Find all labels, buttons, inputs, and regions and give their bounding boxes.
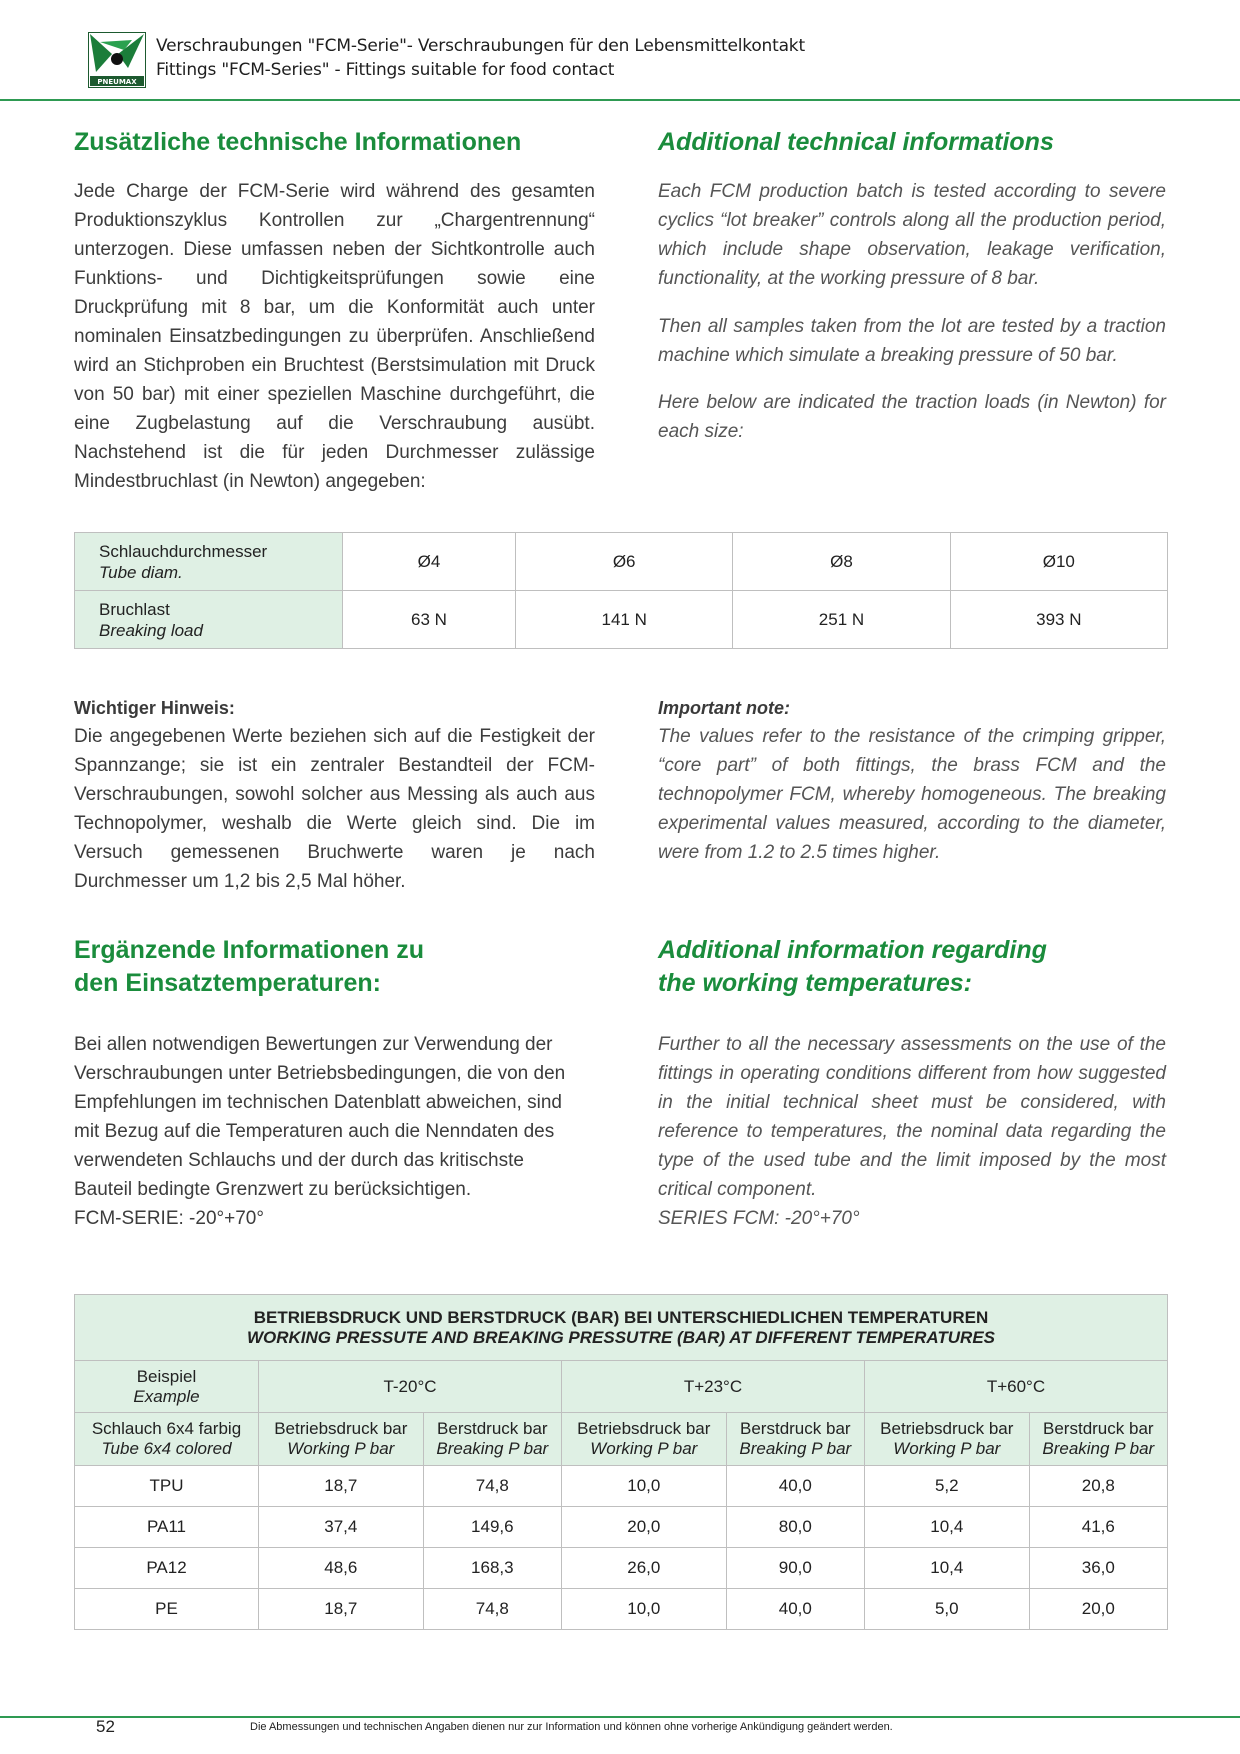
section1-heading-en: Additional technical informations xyxy=(658,128,1054,156)
section1-text-en-1: Each FCM production batch is tested according to severe cyclics “lot breaker” controls along all the production period, which include shape observation, leakage verification, functionality, at the working pressure of 8 bar. xyxy=(658,181,1166,289)
value-cell: 80,0 xyxy=(726,1507,864,1548)
value-cell: 5,0 xyxy=(864,1589,1029,1630)
table-title-de: BETRIEBSDRUCK UND BERSTDRUCK (BAR) BEI UNTERSCHIEDLICHEN TEMPERATUREN xyxy=(253,1307,989,1327)
section2-heading-de-line2: den Einsatztemperaturen: xyxy=(74,969,382,997)
note-text-en: The values refer to the resistance of the crimping gripper, “core part” of both fittings, the brass FCM and the technopolymer FCM, whereby homogeneous. The breaking experimental values measured, according to the diameter, were from 1.2 to 2.5 times higher. xyxy=(658,726,1166,863)
series-range-en: SERIES FCM: -20°+70° xyxy=(658,1208,860,1229)
value-cell: 74,8 xyxy=(423,1589,561,1630)
material-cell: PA12 xyxy=(75,1548,259,1589)
working-label-en: Working P bar xyxy=(590,1439,698,1458)
breaking-pressure-header xyxy=(726,1413,864,1466)
section2-text-en: Further to all the necessary assessments on the use of the fittings in operating conditions different from how suggested in the initial technical sheet must be considered, with reference to temperatures, the nominal data regarding the type of the used tube and the limit imposed by the most critical component. xyxy=(658,1034,1166,1200)
material-cell: PA11 xyxy=(75,1507,259,1548)
table-title-row xyxy=(75,1295,1168,1361)
load-cell: 141 N xyxy=(516,591,733,649)
breaking-load-table xyxy=(74,532,1168,649)
temp-header: T-20°C xyxy=(259,1361,562,1413)
breaking-pressure-header xyxy=(423,1413,561,1466)
working-label-en: Working P bar xyxy=(287,1439,395,1458)
value-cell: 40,0 xyxy=(726,1466,864,1507)
value-cell: 10,0 xyxy=(561,1466,726,1507)
value-cell: 40,0 xyxy=(726,1589,864,1630)
table-row xyxy=(75,1589,1168,1630)
value-cell: 90,0 xyxy=(726,1548,864,1589)
header-title-en: Fittings "FCM-Series" - Fittings suitable for food contact xyxy=(156,60,615,80)
section2-body-de xyxy=(74,1030,582,1233)
table-row xyxy=(75,533,1168,591)
section1-heading-de: Zusätzliche technische Informationen xyxy=(74,128,522,156)
table-title xyxy=(75,1295,1168,1361)
material-cell: PE xyxy=(75,1589,259,1630)
value-cell: 26,0 xyxy=(561,1548,726,1589)
breaking-label-en: Breaking P bar xyxy=(1042,1439,1155,1458)
value-cell: 41,6 xyxy=(1029,1507,1167,1548)
load-cell: 393 N xyxy=(950,591,1167,649)
footer-disclaimer: Die Abmessungen und technischen Angaben dienen nur zur Information und können ohne vorherige Ankündigung geändert werden. xyxy=(250,1721,893,1733)
working-pressure-header xyxy=(561,1413,726,1466)
table-row xyxy=(75,1548,1168,1589)
header-title-de: Verschraubungen "FCM-Serie"- Verschraubungen für den Lebensmittelkontakt xyxy=(156,36,805,56)
breaking-pressure-header xyxy=(1029,1413,1167,1466)
material-cell: TPU xyxy=(75,1466,259,1507)
section2-heading-en-line1: Additional information regarding xyxy=(658,936,1047,964)
series-range-de: FCM-SERIE: -20°+70° xyxy=(74,1208,264,1229)
breaking-label-de: Berstdruck bar xyxy=(1043,1419,1154,1438)
working-label-en: Working P bar xyxy=(893,1439,1001,1458)
table-row xyxy=(75,1466,1168,1507)
example-label-de: Beispiel xyxy=(136,1366,197,1386)
note-heading-en: Important note: xyxy=(658,698,790,718)
value-cell: 10,4 xyxy=(864,1507,1029,1548)
value-cell: 5,2 xyxy=(864,1466,1029,1507)
section2-text-de: Bei allen notwendigen Bewertungen zur Verwendung der Verschraubungen unter Betriebsbedingungen, die von den Empfehlungen im technischen Datenblatt abweichen, sind mit Bezug auf die Temperaturen auch die Nenndaten des verwendeten Schlauchs und der durch das kritischste Bauteil bedingte Grenzwert zu berücksichtigen. xyxy=(74,1034,566,1200)
diameter-cell: Ø4 xyxy=(343,533,516,591)
note-heading-de: Wichtiger Hinweis: xyxy=(74,698,235,718)
value-cell: 18,7 xyxy=(259,1466,424,1507)
diameter-cell: Ø6 xyxy=(516,533,733,591)
value-cell: 149,6 xyxy=(423,1507,561,1548)
tube-diam-label xyxy=(75,533,343,591)
value-cell: 10,0 xyxy=(561,1589,726,1630)
working-pressure-header xyxy=(259,1413,424,1466)
breaking-label-de: Berstdruck bar xyxy=(740,1419,851,1438)
section2-heading-en xyxy=(658,934,1166,1000)
working-label-de: Betriebsdruck bar xyxy=(274,1419,408,1438)
working-pressure-header xyxy=(864,1413,1029,1466)
note-en xyxy=(658,694,1166,867)
table-row xyxy=(75,591,1168,649)
value-cell: 36,0 xyxy=(1029,1548,1167,1589)
example-header xyxy=(75,1361,259,1413)
value-cell: 37,4 xyxy=(259,1507,424,1548)
page-number: 52 xyxy=(96,1717,115,1736)
section1-text-en-3: Here below are indicated the traction loads (in Newton) for each size: xyxy=(658,392,1166,442)
value-cell: 18,7 xyxy=(259,1589,424,1630)
note-de xyxy=(74,694,595,896)
table-row xyxy=(75,1507,1168,1548)
value-cell: 48,6 xyxy=(259,1548,424,1589)
section1-text-en-2: Then all samples taken from the lot are tested by a traction machine which simulate a breaking pressure of 50 bar. xyxy=(658,316,1166,366)
example-label-en: Example xyxy=(133,1386,200,1406)
value-cell: 74,8 xyxy=(423,1466,561,1507)
section1-text-de: Jede Charge der FCM-Serie wird während des gesamten Produktionszyklus Kontrollen zur „Chargentrennung“ unterzogen. Diese umfassen neben der Sichtkontrolle auch Funktions- und Dichtigkeitsprüfungen sowie eine Druckprüfung mit 8 bar, um die Konformität auch unter nominalen Einsatzbedingungen zu überprüfen. Anschließend wird an Stichproben ein Bruchtest (Berstsimulation mit Druck von 50 bar) mit einer speziellen Maschine durchgeführt, die eine Zugbelastung auf die Verschraubung ausübt. Nachstehend ist die für jeden Durchmesser zulässige Mindestbruchlast (in Newton) angegeben: xyxy=(74,181,595,492)
section2-body-en xyxy=(658,1030,1166,1233)
temp-header: T+23°C xyxy=(561,1361,864,1413)
value-cell: 20,0 xyxy=(561,1507,726,1548)
tube-label-en: Tube 6x4 colored xyxy=(101,1439,232,1458)
diameter-cell: Ø8 xyxy=(733,533,950,591)
footer-divider xyxy=(0,1716,1240,1718)
table-row xyxy=(75,1413,1168,1466)
load-cell: 251 N xyxy=(733,591,950,649)
tube-label-de: Schlauch 6x4 farbig xyxy=(91,1419,242,1438)
breaking-load-label xyxy=(75,591,343,649)
working-label-de: Betriebsdruck bar xyxy=(880,1419,1014,1438)
value-cell: 20,0 xyxy=(1029,1589,1167,1630)
load-cell: 63 N xyxy=(343,591,516,649)
working-label-de: Betriebsdruck bar xyxy=(577,1419,711,1438)
value-cell: 168,3 xyxy=(423,1548,561,1589)
breaking-load-label-de: Bruchlast xyxy=(99,599,170,619)
value-cell: 10,4 xyxy=(864,1548,1029,1589)
value-cell: 20,8 xyxy=(1029,1466,1167,1507)
section2-heading-de-line1: Ergänzende Informationen zu xyxy=(74,936,425,964)
note-text-de: Die angegebenen Werte beziehen sich auf die Festigkeit der Spannzange; sie ist ein zentraler Bestandteil der FCM-Verschraubungen, sowohl solcher aus Messing als auch aus Technopolymer, weshalb die Werte gleich sind. Die im Versuch gemessenen Bruchwerte waren je nach Durchmesser um 1,2 bis 2,5 Mal höher. xyxy=(74,726,595,892)
breaking-label-en: Breaking P bar xyxy=(436,1439,549,1458)
tube-diam-label-en: Tube diam. xyxy=(99,562,183,582)
breaking-label-de: Berstdruck bar xyxy=(437,1419,548,1438)
header-divider xyxy=(0,99,1240,101)
table-row xyxy=(75,1361,1168,1413)
tube-header xyxy=(75,1413,259,1466)
table-title-en: WORKING PRESSUTE AND BREAKING PRESSUTRE (BAR) AT DIFFERENT TEMPERATURES xyxy=(246,1327,996,1347)
pneumax-logo xyxy=(88,32,146,88)
logo-text: PNEUMAX xyxy=(97,78,137,86)
breaking-label-en: Breaking P bar xyxy=(739,1439,852,1458)
tube-diam-label-de: Schlauchdurchmesser xyxy=(99,541,268,561)
section2-heading-en-line2: the working temperatures: xyxy=(658,969,972,997)
pressure-temperature-table xyxy=(74,1294,1168,1630)
breaking-load-label-en: Breaking load xyxy=(99,620,203,640)
diameter-cell: Ø10 xyxy=(950,533,1167,591)
temp-header: T+60°C xyxy=(864,1361,1167,1413)
section2-heading-de xyxy=(74,934,595,1000)
